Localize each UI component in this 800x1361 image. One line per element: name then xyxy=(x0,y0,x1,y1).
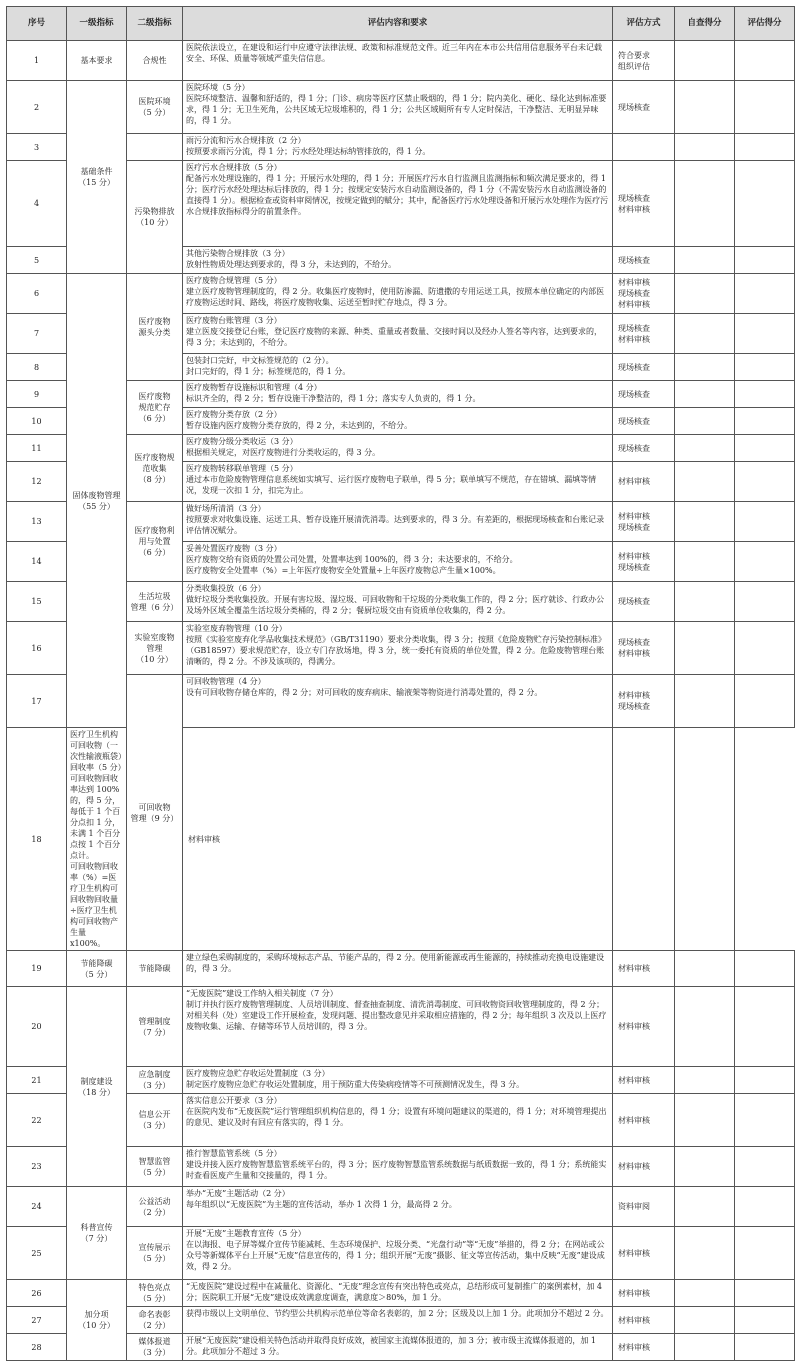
level1-indicator: 制度建设 （18 分） xyxy=(67,987,127,1187)
self-score-cell[interactable] xyxy=(675,161,735,247)
level2-indicator: 信息公开 （3 分） xyxy=(127,1094,183,1147)
row-number: 20 xyxy=(7,987,67,1067)
eval-score-cell[interactable] xyxy=(675,728,735,951)
assessment-content: 可回收物管理（4 分） 设有可回收物存储仓库的，得 2 分；对可回收的废弃病床、输液架等物资进行消毒处置的，得 2 分。 xyxy=(183,675,613,728)
eval-score-cell[interactable] xyxy=(735,951,795,987)
eval-score-cell[interactable] xyxy=(735,1067,795,1094)
assessment-content: 落实信息公开要求（3 分） 在医院内发布“无废医院”运行管理组织机构信息的，得 1 分；设置有环境问题建议的渠道的，得 1 分；对环境管理提出的意见、建议及时有回应有落实的，得 1 分。 xyxy=(183,1094,613,1147)
row-number: 3 xyxy=(7,134,67,161)
assessment-method: 材料审核 xyxy=(613,1067,675,1094)
eval-score-cell[interactable] xyxy=(735,1094,795,1147)
assessment-method: 材料审核 xyxy=(613,1147,675,1187)
self-score-cell[interactable] xyxy=(675,134,735,161)
header-level1: 一级指标 xyxy=(67,7,127,41)
row-number: 17 xyxy=(7,675,67,728)
eval-score-cell[interactable] xyxy=(735,987,795,1067)
self-score-cell[interactable] xyxy=(675,354,735,381)
level1-indicator: 科普宣传 （7 分） xyxy=(67,1187,127,1280)
self-score-cell[interactable] xyxy=(675,951,735,987)
assessment-method: 材料审核 xyxy=(183,728,613,951)
header-eval-score: 评估得分 xyxy=(735,7,795,41)
row-number: 23 xyxy=(7,1147,67,1187)
assessment-method: 材料审核 xyxy=(613,987,675,1067)
self-score-cell[interactable] xyxy=(675,1307,735,1334)
assessment-method: 现场核查 xyxy=(613,81,675,134)
level2-indicator: 医疗废物规 范收集 （8 分） xyxy=(127,435,183,502)
eval-score-cell[interactable] xyxy=(735,1334,795,1361)
assessment-method xyxy=(613,134,675,161)
eval-score-cell[interactable] xyxy=(735,502,795,542)
level2-indicator: 污染物排放 （10 分） xyxy=(127,161,183,274)
assessment-method: 现场核查 xyxy=(613,247,675,274)
row-number: 25 xyxy=(7,1227,67,1280)
eval-score-cell[interactable] xyxy=(735,354,795,381)
eval-score-cell[interactable] xyxy=(735,134,795,161)
table-row xyxy=(7,951,795,987)
level2-indicator: 管理制度 （7 分） xyxy=(127,987,183,1067)
assessment-content: 获得市级以上文明单位、节约型公共机构示范单位等命名表彰的，加 2 分；区级及以上加 1 分。此项加分不超过 2 分。 xyxy=(183,1307,613,1334)
eval-score-cell[interactable] xyxy=(735,314,795,354)
assessment-method: 材料审核 xyxy=(613,462,675,502)
row-number: 16 xyxy=(7,622,67,675)
table-row xyxy=(7,41,795,81)
eval-score-cell[interactable] xyxy=(735,1187,795,1227)
eval-score-cell[interactable] xyxy=(735,435,795,462)
assessment-content: 开展“无废”主题教育宣传（5 分） 在以海报、电子屏等媒介宣传节能减耗、生态环境保护、垃圾分类、“光盘行动”等“无废”举措的，得 2 分；在网站或公众号等新媒体平台上开展“无废”信息宣传的，得 1 分；组织开展“无废”摄影、征文等宣传活动，集中反映“无废”建设成效，得 2 分。 xyxy=(183,1227,613,1280)
eval-score-cell[interactable] xyxy=(735,247,795,274)
row-number: 28 xyxy=(7,1334,67,1361)
self-score-cell[interactable] xyxy=(675,274,735,314)
eval-score-cell[interactable] xyxy=(735,408,795,435)
row-number: 26 xyxy=(7,1280,67,1307)
assessment-content: 实验室废弃物管理（10 分） 按照《实验室废弃化学品收集技术规范》（GB/T31190）要求分类收集，得 3 分；按照《危险废物贮存污染控制标准》（GB18597）要求规范贮存，设立专门存放场地，得 3 分，统一委托有资质的单位处置，得 2 分。危险废物管理台账清晰的，得 2 分。不涉及该项的，得满分。 xyxy=(183,622,613,675)
assessment-content: 医疗废物分类存放（2 分） 暂存设施内医疗废物分类存放的，得 2 分，未达到的，不给分。 xyxy=(183,408,613,435)
self-score-cell[interactable] xyxy=(675,1147,735,1187)
assessment-content: 妥善处置医疗废物（3 分） 医疗废物交给有资质的处置公司处置，处置率达到 100%的，得 3 分；未达要求的，不给分。 医疗废物安全处置率（%）=上年医疗废物安全处置量÷上年医疗废物总产生量×100%。 xyxy=(183,542,613,582)
self-score-cell[interactable] xyxy=(675,1334,735,1361)
self-score-cell[interactable] xyxy=(675,1094,735,1147)
self-score-cell[interactable] xyxy=(675,675,735,728)
level1-indicator: 基本要求 xyxy=(67,41,127,81)
row-number: 9 xyxy=(7,381,67,408)
eval-score-cell[interactable] xyxy=(735,161,795,247)
level2-indicator: 宣传展示 （5 分） xyxy=(127,1227,183,1280)
row-number: 6 xyxy=(7,274,67,314)
row-number: 1 xyxy=(7,41,67,81)
eval-score-cell[interactable] xyxy=(735,1307,795,1334)
assessment-content: 医疗污水合规排放（5 分） 配备污水处理设施的，得 1 分；开展污水处理的，得 1 分；开展医疗污水自行监测且监测指标和频次满足要求的，得 1 分；医疗污水经处理达标后排放的，得 1 分；按规定安装污水自动监测设备的，得 1 分（不需安装污水自动监测设备的直接得 1 分）。根据检查或资料审阅情况，按规定做到的赋分；其中，配备医疗污水处理设备和开展污水处理作为医疗污水合规排放指标得分的前置条件。 xyxy=(183,161,613,247)
assessment-method: 材料审核 xyxy=(613,1307,675,1334)
level2-indicator: 可回收物 管理（9 分） xyxy=(127,675,183,951)
table-row xyxy=(7,1280,795,1307)
level1-indicator: 节能降碳 （5 分） xyxy=(67,951,127,987)
row-number: 14 xyxy=(7,542,67,582)
level2-indicator: 医院环境 （5 分） xyxy=(127,81,183,134)
assessment-method: 现场核查 xyxy=(613,408,675,435)
assessment-content: 其他污染物合规排放（3 分） 放射性物质处理达到要求的，得 3 分，未达到的，不给分。 xyxy=(183,247,613,274)
self-score-cell[interactable] xyxy=(675,462,735,502)
self-score-cell[interactable] xyxy=(675,435,735,462)
assessment-content: “无废医院”建设工作纳入相关制度（7 分） 制订并执行医疗废物管理制度、人员培训制度、督查抽查制度、清洗消毒制度、可回收物资回收管理制度的，得 2 分；对相关科（处）室建设工作开展检查，发现问题、提出整改意见并采取相应措施的，得 2 分；每年组织 3 次及以上医疗废物收集、运输、存储等环节人员培训的，得 3 分。 xyxy=(183,987,613,1067)
level1-indicator: 加分项 （10 分） xyxy=(67,1280,127,1361)
self-score-cell[interactable] xyxy=(675,247,735,274)
table-row xyxy=(7,274,795,314)
self-score-cell[interactable] xyxy=(675,542,735,582)
assessment-method: 材料审核 现场核查 xyxy=(613,502,675,542)
assessment-content: 包装封口完好，中文标签规范的（2 分）。 封口完好的，得 1 分；标签规范的，得 1 分。 xyxy=(183,354,613,381)
row-number: 21 xyxy=(7,1067,67,1094)
row-number: 8 xyxy=(7,354,67,381)
row-number: 12 xyxy=(7,462,67,502)
level2-indicator: 生活垃圾 管理（6 分） xyxy=(127,582,183,622)
eval-score-cell[interactable] xyxy=(735,462,795,502)
assessment-method: 现场核查 xyxy=(613,354,675,381)
assessment-method: 材料审核 现场核查 材料审核 xyxy=(613,274,675,314)
assessment-method: 现场核查 材料审核 xyxy=(613,314,675,354)
level2-indicator: 公益活动 （2 分） xyxy=(127,1187,183,1227)
row-number: 10 xyxy=(7,408,67,435)
table-row xyxy=(7,728,795,951)
level1-indicator: 固体废物管理 （55 分） xyxy=(67,274,127,728)
self-score-cell[interactable] xyxy=(675,314,735,354)
assessment-content: 做好场所清消（3 分） 按照要求对收集设施、运送工具、暂存设施开展清洗消毒。达到要求的，得 3 分。有差距的，根据现场核查和台账记录评估情况赋分。 xyxy=(183,502,613,542)
eval-score-cell[interactable] xyxy=(735,81,795,134)
header-self-score: 自查得分 xyxy=(675,7,735,41)
level2-indicator: 智慧监管 （5 分） xyxy=(127,1147,183,1187)
header-level2: 二级指标 xyxy=(127,7,183,41)
assessment-method: 材料审核 xyxy=(613,1280,675,1307)
self-score-cell[interactable] xyxy=(675,987,735,1067)
level2-indicator: 节能降碳 xyxy=(127,951,183,987)
self-score-cell[interactable] xyxy=(675,582,735,622)
assessment-method: 材料审核 现场核查 xyxy=(613,675,675,728)
assessment-method: 资料审阅 xyxy=(613,1187,675,1227)
self-score-cell[interactable] xyxy=(675,1227,735,1280)
assessment-table xyxy=(6,6,795,1361)
header-row xyxy=(7,7,795,41)
assessment-method: 符合要求 组织评估 xyxy=(613,41,675,81)
row-number: 4 xyxy=(7,161,67,247)
row-number: 11 xyxy=(7,435,67,462)
assessment-content: 推行智慧监管系统（5 分） 建设并接入医疗废物智慧监管系统平台的，得 3 分；医疗废物智慧监管系统数据与纸质数据一致的，得 1 分；系统能实时查看医废产生量和交接量的，得 1 分。 xyxy=(183,1147,613,1187)
table-row xyxy=(7,81,795,134)
assessment-method: 材料审核 xyxy=(613,1334,675,1361)
row-number: 18 xyxy=(7,728,67,951)
level2-indicator xyxy=(127,134,183,161)
self-score-cell[interactable] xyxy=(675,408,735,435)
row-number: 15 xyxy=(7,582,67,622)
row-number: 13 xyxy=(7,502,67,542)
assessment-content: 医疗废物分级分类收运（3 分） 根据相关规定，对医疗废物进行分类收运的，得 3 分。 xyxy=(183,435,613,462)
assessment-method: 现场核查 xyxy=(613,582,675,622)
row-number: 24 xyxy=(7,1187,67,1227)
header-method: 评估方式 xyxy=(613,7,675,41)
assessment-table-container xyxy=(6,6,794,1361)
assessment-method: 现场核查 xyxy=(613,435,675,462)
assessment-content: 医疗废物转移联单管理（5 分） 通过本市危险废物管理信息系统如实填写、运行医疗废物电子联单，得 5 分；联单填写不规范，存在错填、漏填等情况，发现一次扣 1 分，扣完为止。 xyxy=(183,462,613,502)
eval-score-cell[interactable] xyxy=(735,1147,795,1187)
level2-indicator: 媒体报道 （3 分） xyxy=(127,1334,183,1361)
eval-score-cell[interactable] xyxy=(735,1227,795,1280)
assessment-content: 医疗废物合规管理（5 分） 建立医疗废物管理制度的，得 2 分。收集医疗废物时，使用防渗漏、防遗撒的专用运送工具，按照本单位确定的内部医疗废物运送时间、路线，将医疗废物收集、运送至暂时贮存地点，得 3 分。 xyxy=(183,274,613,314)
assessment-content: 开展“无废医院”建设相关特色活动并取得良好成效，被国家主流媒体报道的，加 3 分；被市级主流媒体报道的，加 1 分。此项加分不超过 3 分。 xyxy=(183,1334,613,1361)
row-number: 7 xyxy=(7,314,67,354)
assessment-content: “无废医院”建设过程中在减量化、资源化、“无废”理念宣传有突出特色或亮点，总结形成可复制推广的案例素材，加 4 分；医院职工开展“无废”建设成效满意度调查，满意度＞80%，加 1 分。 xyxy=(183,1280,613,1307)
eval-score-cell[interactable] xyxy=(735,41,795,81)
row-number: 27 xyxy=(7,1307,67,1334)
assessment-method: 材料审核 xyxy=(613,951,675,987)
row-number: 22 xyxy=(7,1094,67,1147)
self-score-cell[interactable] xyxy=(675,381,735,408)
level2-indicator: 合规性 xyxy=(127,41,183,81)
self-score-cell[interactable] xyxy=(675,1067,735,1094)
assessment-method: 材料审核 现场核查 xyxy=(613,542,675,582)
assessment-content: 雨污分流和污水合规排放（2 分） 按照要求雨污分流，得 1 分；污水经处理达标纳管排放的，得 1 分。 xyxy=(183,134,613,161)
assessment-content: 医院环境（5 分） 医院环境整洁、温馨和舒适的，得 1 分；门诊、病房等医疗区禁止吸烟的，得 1 分；院内美化、硬化、绿化达到标准要求，得 1 分；无卫生死角，公共区域无垃圾堆积的，得 1 分；公共区域厕所有专人定时保洁，干净整洁、无明显异味的，得 1 分。 xyxy=(183,81,613,134)
assessment-content: 举办“无废”主题活动（2 分） 每年组织以“无废医院”为主题的宣传活动，举办 1 次得 1 分，最高得 2 分。 xyxy=(183,1187,613,1227)
self-score-cell[interactable] xyxy=(675,41,735,81)
eval-score-cell[interactable] xyxy=(735,542,795,582)
assessment-method: 材料审核 xyxy=(613,1227,675,1280)
row-number: 19 xyxy=(7,951,67,987)
header-content: 评估内容和要求 xyxy=(183,7,613,41)
assessment-method: 现场核查 材料审核 xyxy=(613,161,675,247)
eval-score-cell[interactable] xyxy=(735,274,795,314)
level2-indicator: 实验室废物 管理 （10 分） xyxy=(127,622,183,675)
level1-indicator: 基础条件 （15 分） xyxy=(67,81,127,274)
self-score-cell[interactable] xyxy=(675,1187,735,1227)
level2-indicator: 医疗废物 源头分类 xyxy=(127,274,183,381)
self-score-cell[interactable] xyxy=(675,1280,735,1307)
assessment-content: 医疗废物应急贮存收运处置制度（3 分） 制定医疗废物应急贮存收运处置制度，用于预防重大传染病疫情等不可预测情况发生，得 3 分。 xyxy=(183,1067,613,1094)
row-number: 2 xyxy=(7,81,67,134)
level2-indicator: 医疗废物 规范贮存 （6 分） xyxy=(127,381,183,435)
level2-indicator: 应急制度 （3 分） xyxy=(127,1067,183,1094)
assessment-content: 医疗废物台账管理（3 分） 建立医废交接登记台账，登记医疗废物的来源、种类、重量或者数量、交接时间以及经办人签名等内容，达到要求的，得 3 分；未达到的，不给分。 xyxy=(183,314,613,354)
eval-score-cell[interactable] xyxy=(735,622,795,675)
level2-indicator: 命名表彰 （2 分） xyxy=(127,1307,183,1334)
self-score-cell[interactable] xyxy=(613,728,675,951)
assessment-method: 现场核查 xyxy=(613,381,675,408)
level2-indicator: 特色亮点 （5 分） xyxy=(127,1280,183,1307)
eval-score-cell[interactable] xyxy=(735,675,795,728)
header-no: 序号 xyxy=(7,7,67,41)
table-row xyxy=(7,987,795,1067)
row-number: 5 xyxy=(7,247,67,274)
assessment-method: 材料审核 xyxy=(613,1094,675,1147)
assessment-content: 医院依法设立，在建设和运行中应遵守法律法规、政策和标准规范文件。近三年内在本市公共信用信息服务平台未记载安全、环保、质量等领域严重失信信息。 xyxy=(183,41,613,81)
assessment-content: 分类收集投放（6 分） 做好垃圾分类收集投放。开展有害垃圾、湿垃圾、可回收物和干垃圾的分类收集工作的，得 2 分；医疗就诊、行政办公及场外区域全覆盖生活垃圾分类桶的，得 2 分；餐厨垃圾交由有资质单位收集的，得 2 分。 xyxy=(183,582,613,622)
assessment-content: 建立绿色采购制度的，采购环境标志产品、节能产品的，得 2 分。使用新能源或再生能源的，持续推动充换电设施建设的，得 3 分。 xyxy=(183,951,613,987)
table-body xyxy=(7,41,795,1361)
self-score-cell[interactable] xyxy=(675,81,735,134)
table-row xyxy=(7,1187,795,1227)
eval-score-cell[interactable] xyxy=(735,1280,795,1307)
eval-score-cell[interactable] xyxy=(735,381,795,408)
eval-score-cell[interactable] xyxy=(735,582,795,622)
assessment-content: 医疗废物暂存设施标识和管理（4 分） 标识齐全的，得 2 分；暂存设施干净整洁的，得 1 分；落实专人负责的，得 1 分。 xyxy=(183,381,613,408)
self-score-cell[interactable] xyxy=(675,502,735,542)
level2-indicator: 医疗废物利 用与处置 （6 分） xyxy=(127,502,183,582)
assessment-method: 现场核查 材料审核 xyxy=(613,622,675,675)
assessment-content: 医疗卫生机构可回收物（一次性输液瓶袋）回收率（5 分） 可回收物回收率达到 100%的，得 5 分，每低于 1 个百分点扣 1 分，未满 1 个百分点按 1 个百分点计。 可回收物回收率（%）=医疗卫生机构可回收物回收量÷医疗卫生机构可回收物产生量 x100%。 xyxy=(67,728,127,951)
self-score-cell[interactable] xyxy=(675,622,735,675)
